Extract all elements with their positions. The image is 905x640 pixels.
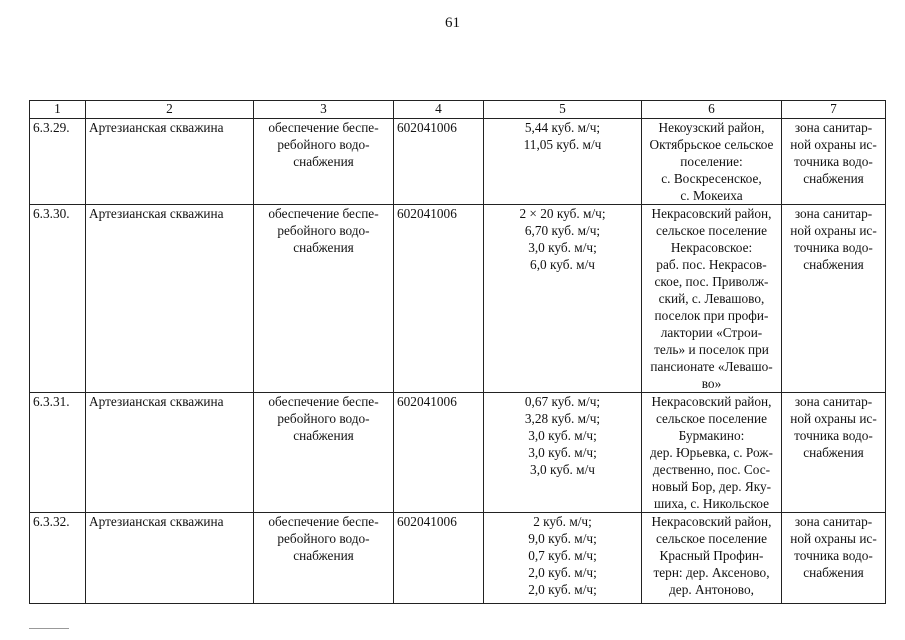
purpose-cell-line: обеспечение беспе- [268,394,379,409]
zone-cell-line: точника водо- [794,240,873,255]
capacity-cell [484,205,642,393]
location-cell-line: Бурмакино: [678,428,745,443]
purpose-cell-line: снабжения [293,428,354,443]
facilities-table [29,100,886,604]
location-cell-line: Некоузский район, [658,120,765,135]
object-name-cell: Артезианская скважина [86,513,254,604]
zone-cell-line: снабжения [803,257,864,272]
zone-cell-line: зона санитар- [794,394,873,409]
code-cell: 602041006 [394,513,484,604]
purpose-cell-line: обеспечение беспе- [268,120,379,135]
purpose-cell-line: обеспечение беспе- [268,206,379,221]
column-number: 6 [642,101,782,119]
column-number: 7 [782,101,886,119]
location-cell-line: терн: дер. Аксеново, [653,565,770,580]
location-cell-line: с. Мокеиха [680,188,743,203]
location-cell-line: поселение: [680,154,743,169]
column-number: 5 [484,101,642,119]
capacity-cell-line: 6,0 куб. м/ч [530,257,595,272]
capacity-cell [484,119,642,205]
purpose-cell [254,393,394,513]
location-cell-line: ский, с. Левашово, [658,291,765,306]
location-cell-line: поселок при профи- [654,308,769,323]
capacity-cell-line: 2,0 куб. м/ч; [528,582,597,597]
location-cell-line: Красный Профин- [659,548,764,563]
zone-cell [782,393,886,513]
purpose-cell-line: снабжения [293,240,354,255]
location-cell-line: с. Воскресенское, [661,171,762,186]
zone-cell-line: точника водо- [794,154,873,169]
capacity-cell-line: 2 куб. м/ч; [533,514,592,529]
location-cell-line: шиха, с. Никольское [653,496,769,511]
column-number: 3 [254,101,394,119]
zone-cell-line: зона санитар- [794,514,873,529]
purpose-cell-line: ребойного водо- [277,531,370,546]
capacity-cell-line: 3,0 куб. м/ч; [528,428,597,443]
purpose-cell-line: ребойного водо- [277,411,370,426]
column-number-row [30,101,886,119]
location-cell-line: сельское поселение [655,531,768,546]
zone-cell [782,513,886,604]
location-cell [642,393,782,513]
row-number-cell: 6.3.31. [30,393,86,513]
capacity-cell-line: 2,0 куб. м/ч; [528,565,597,580]
capacity-cell [484,513,642,604]
location-cell-line: раб. пос. Некрасов- [656,257,767,272]
table-row [30,205,886,393]
code-cell: 602041006 [394,205,484,393]
table-row [30,513,886,604]
purpose-cell-line: ребойного водо- [277,137,370,152]
location-cell-line: дер. Юрьевка, с. Рож- [650,445,773,460]
location-cell-line: дественно, пос. Сос- [652,462,771,477]
column-number: 4 [394,101,484,119]
zone-cell-line: снабжения [803,171,864,186]
location-cell-line: сельское поселение [655,411,768,426]
zone-cell-line: ной охраны ис- [790,223,877,238]
location-cell-line: Некрасовский район, [651,514,772,529]
location-cell-line: ское, пос. Приволж- [654,274,769,289]
capacity-cell-line: 3,0 куб. м/ч; [528,240,597,255]
purpose-cell-line: снабжения [293,154,354,169]
code-cell: 602041006 [394,119,484,205]
capacity-cell-line: 0,7 куб. м/ч; [528,548,597,563]
zone-cell-line: ной охраны ис- [790,411,877,426]
table-row [30,393,886,513]
location-cell [642,119,782,205]
location-cell [642,513,782,604]
location-cell-line: пансионате «Левашо- [650,359,773,374]
capacity-cell-line: 5,44 куб. м/ч; [524,120,601,135]
row-number-cell: 6.3.29. [30,119,86,205]
capacity-cell-line: 3,0 куб. м/ч [530,462,595,477]
location-cell-line: сельское поселение [655,223,768,238]
location-cell-line: во» [701,376,722,391]
zone-cell-line: зона санитар- [794,120,873,135]
purpose-cell [254,119,394,205]
purpose-cell-line: обеспечение беспе- [268,514,379,529]
table-row [30,119,886,205]
zone-cell-line: точника водо- [794,428,873,443]
purpose-cell [254,205,394,393]
location-cell-line: новый Бор, дер. Яку- [651,479,772,494]
purpose-cell [254,513,394,604]
code-cell: 602041006 [394,393,484,513]
zone-cell [782,119,886,205]
capacity-cell-line: 6,70 куб. м/ч; [524,223,601,238]
object-name-cell: Артезианская скважина [86,119,254,205]
row-number-cell: 6.3.30. [30,205,86,393]
location-cell [642,205,782,393]
page-number: 61 [445,15,460,31]
purpose-cell-line: снабжения [293,548,354,563]
zone-cell [782,205,886,393]
capacity-cell-line: 3,28 куб. м/ч; [524,411,601,426]
zone-cell-line: ной охраны ис- [790,137,877,152]
capacity-cell [484,393,642,513]
zone-cell-line: зона санитар- [794,206,873,221]
location-cell-line: тель» и поселок при [654,342,769,357]
capacity-cell-line: 2 × 20 куб. м/ч; [519,206,606,221]
location-cell-line: лактории «Строи- [660,325,763,340]
location-cell-line: Некрасовское: [670,240,753,255]
capacity-cell-line: 9,0 куб. м/ч; [528,531,597,546]
capacity-cell-line: 0,67 куб. м/ч; [524,394,601,409]
zone-cell-line: снабжения [803,565,864,580]
location-cell-line: дер. Антоново, [669,582,754,597]
column-number: 1 [30,101,86,119]
object-name-cell: Артезианская скважина [86,205,254,393]
location-cell-line: Некрасовский район, [651,394,772,409]
row-number-cell: 6.3.32. [30,513,86,604]
zone-cell-line: снабжения [803,445,864,460]
capacity-cell-line: 11,05 куб. м/ч [523,137,602,152]
capacity-cell-line: 3,0 куб. м/ч; [528,445,597,460]
object-name-cell: Артезианская скважина [86,393,254,513]
zone-cell-line: ной охраны ис- [790,531,877,546]
zone-cell-line: точника водо- [794,548,873,563]
page-edge-mark [29,628,69,629]
location-cell-line: Октябрьское сельское [649,137,774,152]
purpose-cell-line: ребойного водо- [277,223,370,238]
location-cell-line: Некрасовский район, [651,206,772,221]
column-number: 2 [86,101,254,119]
